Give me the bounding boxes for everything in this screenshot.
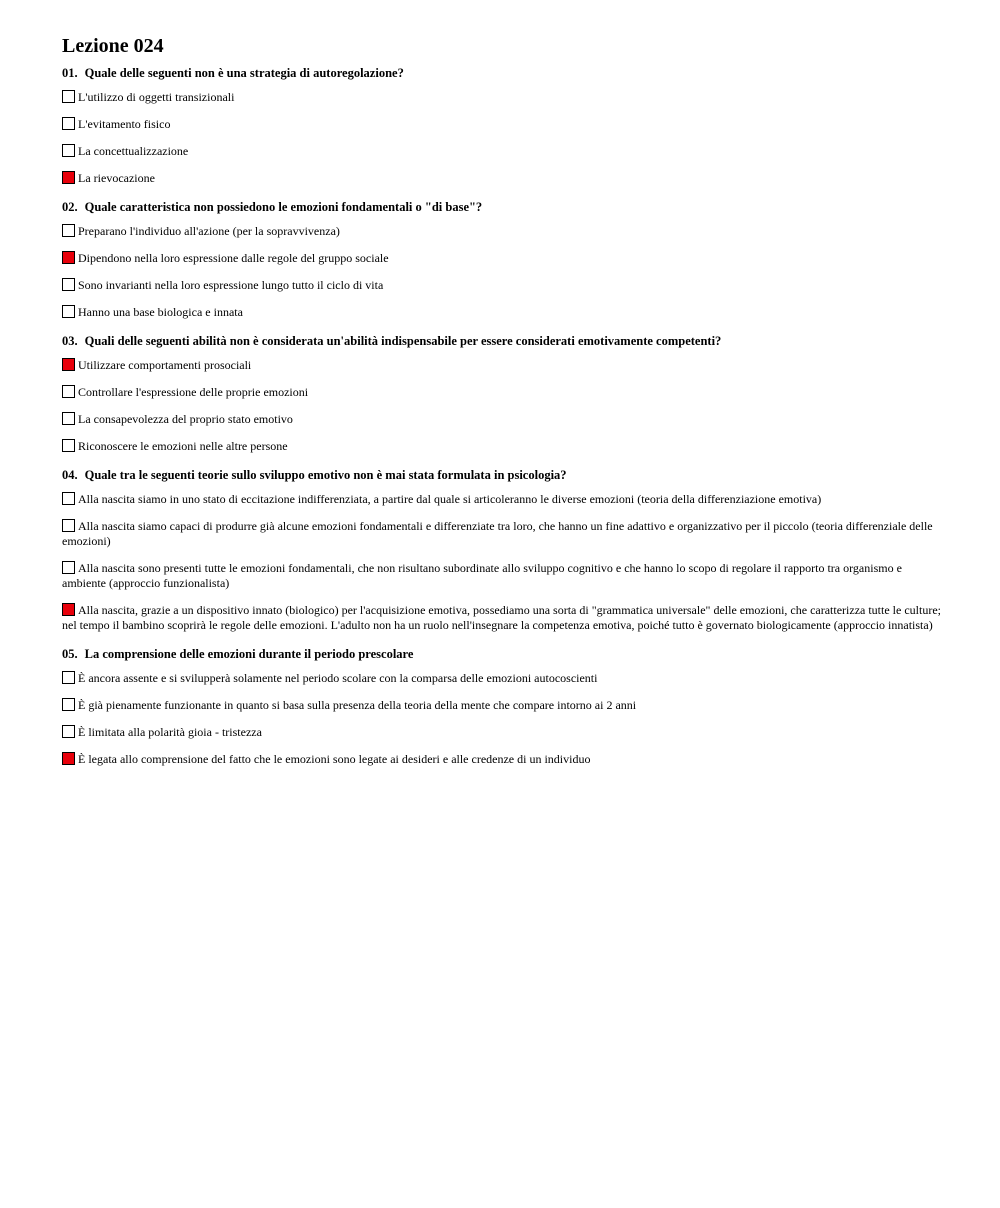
question-heading <box>62 646 942 662</box>
answer-option <box>62 171 942 186</box>
lesson-title: Lezione 024 <box>62 35 164 57</box>
answer-option <box>62 561 942 591</box>
answer-option <box>62 725 942 740</box>
answer-option <box>62 117 942 132</box>
question-block <box>62 467 942 633</box>
answer-checkbox-checked[interactable] <box>62 752 75 765</box>
answer-checkbox[interactable] <box>62 492 75 505</box>
answer-checkbox-checked[interactable] <box>62 603 75 616</box>
answer-option <box>62 90 942 105</box>
question-number: 03. <box>62 334 78 348</box>
answer-option <box>62 603 942 633</box>
answer-checkbox[interactable] <box>62 561 75 574</box>
question-heading <box>62 199 942 215</box>
answer-option <box>62 224 942 239</box>
answer-checkbox-checked[interactable] <box>62 251 75 264</box>
answer-option <box>62 412 942 427</box>
answer-option-label: Alla nascita sono presenti tutte le emozioni fondamentali, che non risultano subordinate allo sviluppo cognitivo e che hanno lo scopo di regolare il rapporto tra organismo e ambiente (approccio funzionalista) <box>62 561 902 590</box>
question-number: 02. <box>62 200 78 214</box>
answer-checkbox[interactable] <box>62 305 75 318</box>
question-text: Quale delle seguenti non è una strategia di autoregolazione? <box>84 66 404 80</box>
answer-option-label: È ancora assente e si svilupperà solamente nel periodo scolare con la comparsa delle emozioni autocoscienti <box>78 671 598 685</box>
answer-option-label: La rievocazione <box>78 171 155 185</box>
question-block <box>62 646 942 767</box>
answer-option-label: Utilizzare comportamenti prosociali <box>78 358 252 372</box>
answer-checkbox[interactable] <box>62 385 75 398</box>
answer-option-label: Hanno una base biologica e innata <box>78 305 243 319</box>
answer-option-label: Dipendono nella loro espressione dalle regole del gruppo sociale <box>78 251 389 265</box>
answer-option-label: È già pienamente funzionante in quanto si basa sulla presenza della teoria della mente che compare intorno ai 2 anni <box>78 698 637 712</box>
answer-checkbox[interactable] <box>62 90 75 103</box>
answer-option-label: Alla nascita siamo in uno stato di eccitazione indifferenziata, a partire dal quale si articoleranno le diverse emozioni (teoria della differenziazione emotiva) <box>78 492 822 506</box>
question-heading <box>62 65 942 81</box>
answer-option <box>62 278 942 293</box>
answer-option <box>62 439 942 454</box>
answer-option <box>62 752 942 767</box>
answer-option-label: La concettualizzazione <box>78 144 189 158</box>
answer-option-label: L'utilizzo di oggetti transizionali <box>78 90 235 104</box>
question-number: 05. <box>62 647 78 661</box>
question-heading <box>62 333 942 349</box>
answer-checkbox[interactable] <box>62 725 75 738</box>
question-block <box>62 333 942 454</box>
answer-option-label: Controllare l'espressione delle proprie emozioni <box>78 385 309 399</box>
answer-option-label: L'evitamento fisico <box>78 117 171 131</box>
answer-checkbox[interactable] <box>62 439 75 452</box>
answer-option-label: Riconoscere le emozioni nelle altre persone <box>78 439 288 453</box>
answer-option-label: La consapevolezza del proprio stato emotivo <box>78 412 293 426</box>
answer-option-label: Alla nascita siamo capaci di produrre già alcune emozioni fondamentali e differenziate tra loro, che hanno un fine adattivo e organizzativo per il piccolo (teoria differenziale delle emozioni) <box>62 519 933 548</box>
question-text: Quale tra le seguenti teorie sullo sviluppo emotivo non è mai stata formulata in psicologia? <box>84 468 567 482</box>
answer-option <box>62 698 942 713</box>
answer-option-label: È limitata alla polarità gioia - tristezza <box>78 725 262 739</box>
answer-checkbox[interactable] <box>62 278 75 291</box>
answer-checkbox[interactable] <box>62 698 75 711</box>
answer-checkbox-checked[interactable] <box>62 171 75 184</box>
answer-option <box>62 671 942 686</box>
answer-checkbox[interactable] <box>62 519 75 532</box>
question-text: Quali delle seguenti abilità non è considerata un'abilità indispensabile per essere considerati emotivamente competenti? <box>84 334 722 348</box>
answer-checkbox[interactable] <box>62 224 75 237</box>
answer-checkbox[interactable] <box>62 671 75 684</box>
answer-checkbox[interactable] <box>62 144 75 157</box>
answer-option <box>62 385 942 400</box>
answer-option <box>62 492 942 507</box>
question-number: 01. <box>62 66 78 80</box>
answer-option <box>62 519 942 549</box>
answer-checkbox[interactable] <box>62 117 75 130</box>
answer-option <box>62 144 942 159</box>
answer-checkbox-checked[interactable] <box>62 358 75 371</box>
question-text: La comprensione delle emozioni durante il periodo prescolare <box>84 647 414 661</box>
answer-option <box>62 358 942 373</box>
question-number: 04. <box>62 468 78 482</box>
answer-option <box>62 251 942 266</box>
question-block <box>62 65 942 186</box>
answer-option-label: Preparano l'individuo all'azione (per la sopravvivenza) <box>78 224 340 238</box>
answer-option-label: Sono invarianti nella loro espressione lungo tutto il ciclo di vita <box>78 278 384 292</box>
question-list <box>62 65 942 767</box>
answer-option <box>62 305 942 320</box>
answer-option-label: È legata allo comprensione del fatto che le emozioni sono legate ai desideri e alle credenze di un individuo <box>78 752 591 766</box>
quiz-page <box>62 33 942 780</box>
question-block <box>62 199 942 320</box>
question-text: Quale caratteristica non possiedono le emozioni fondamentali o "di base"? <box>84 200 483 214</box>
answer-option-label: Alla nascita, grazie a un dispositivo innato (biologico) per l'acquisizione emotiva, possediamo una sorta di "grammatica universale" delle emozioni, che caratterizza tutte le culture; nel tempo il bambino scoprirà le regole delle emozioni. L'adulto non ha un ruolo nell'insegnare la competenza emotiva, poiché tutto è governato biologicamente (approccio innatista) <box>62 603 941 632</box>
question-heading <box>62 467 942 483</box>
answer-checkbox[interactable] <box>62 412 75 425</box>
